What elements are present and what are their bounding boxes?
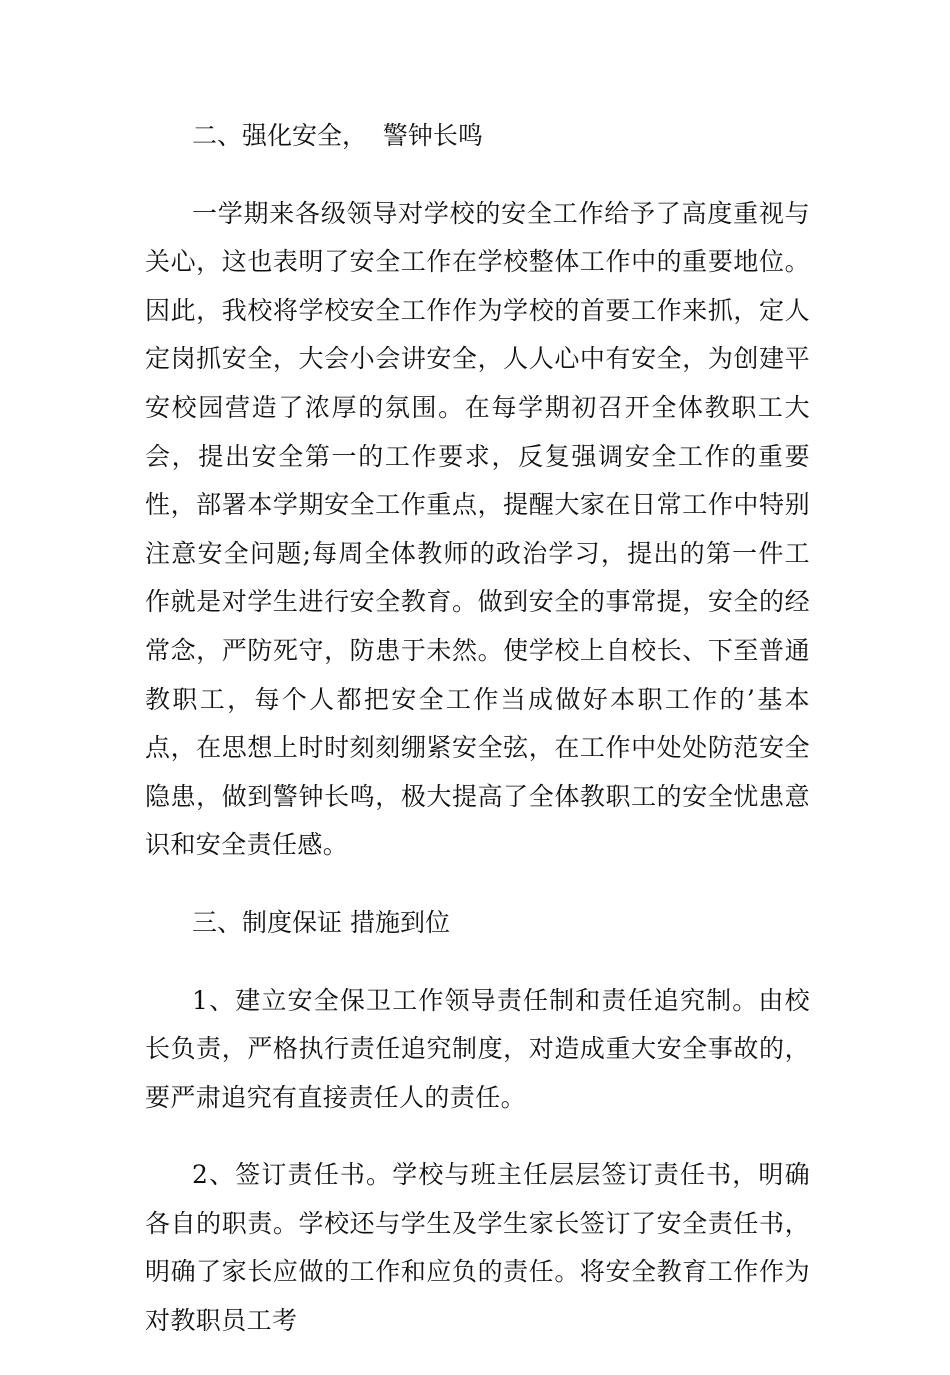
section-2-paragraph: 一学期来各级领导对学校的安全工作给予了高度重视与关心，这也表明了安全工作在学校整体工作中的重要地位。因此，我校将学校安全工作作为学校的首要工作来抓，定人定岗抓安全，大会小会讲安全，人人心中有安全，为创建平安校园营造了浓厚的氛围。在每学期初召开全体教职工大会，提出安全第一的工作要求，反复强调安全工作的重要性，部署本学期安全工作重点，提醒大家在日常工作中特别注意安全问题;每周全体教师的政治学习，提出的第一件工作就是对学生进行安全教育。做到安全的事常提，安全的经常念，严防死守，防患于未然。使学校上自校长、下至普通教职工，每个人都把安全工作当成做好本职工作的’基本点，在思想上时时刻刻绷紧安全弦，在工作中处处防范安全隐患，做到警钟长鸣，极大提高了全体教职工的安全忧患意识和安全责任感。 [145, 198, 810, 860]
section-heading-3: 三、制度保证 措施到位 [192, 907, 450, 937]
section-heading-2: 二、强化安全， 警钟长鸣 [192, 121, 483, 150]
section-3-item-2: 2、签订责任书。学校与班主任层层签订责任书，明确各自的职责。学校还与学生及学生家长签订了安全责任书，明确了家长应做的工作和应负的责任。将安全教育工作作为对教职员工考 [145, 1160, 810, 1336]
section-3-item-1: 1、建立安全保卫工作领导责任制和责任追究制。由校长负责，严格执行责任追究制度，对造成重大安全事故的，要严肃追究有直接责任人的责任。 [145, 985, 810, 1112]
document-body [145, 112, 810, 1375]
